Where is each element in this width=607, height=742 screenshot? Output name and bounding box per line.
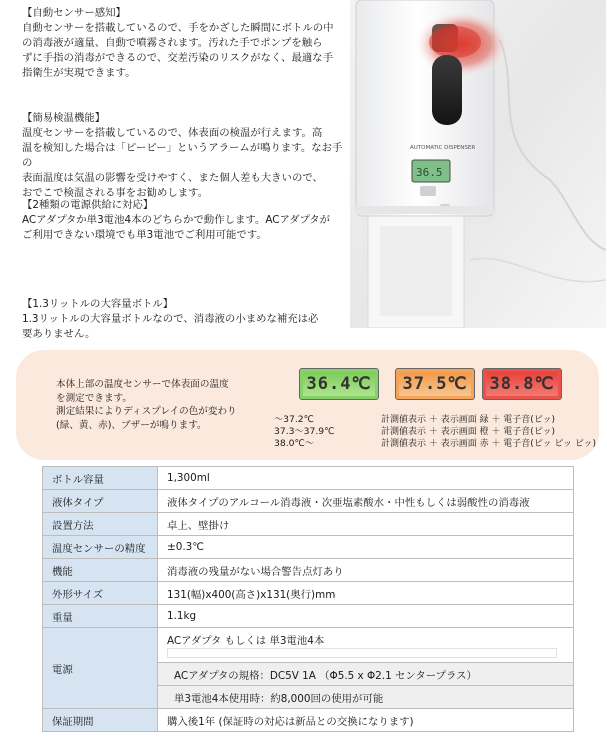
table-row — [43, 467, 574, 490]
power-divider — [167, 648, 557, 658]
spec-value: ±0.3℃ — [158, 536, 574, 559]
spec-value: 1,300ml — [158, 467, 574, 490]
range-orange: 37.3～37.9℃ — [274, 426, 335, 437]
feature-title: 【1.3リットルの大容量ボトル】 — [22, 298, 174, 310]
table-row — [43, 490, 574, 513]
feature-body: 温度センサーを搭載しているので、体表面の検温が行えます。高 温を検知した場合は「ピーピー」というアラームが鳴ります。なお手の 表面温度は気温の影響を受けやすく、また個人差も大きいので、 おでこで検温される事をお勧めします。 — [22, 127, 343, 199]
spec-value: 1.1kg — [158, 605, 574, 628]
range-green: ～37.2℃ — [274, 414, 314, 425]
product-image — [350, 0, 606, 328]
spec-value: 液体タイプのアルコール消毒液・次亜塩素酸水・中性もしくは弱酸性の消毒液 — [158, 490, 574, 513]
range-red: 38.0℃～ — [274, 438, 314, 449]
spec-value: 卓上、壁掛け — [158, 513, 574, 536]
spec-label: ボトル容量 — [43, 467, 158, 490]
feature-body: 1.3リットルの大容量ボトルなので、消毒液の小まめな補充は必 要ありません。 — [22, 313, 319, 340]
lcd-reading: 38.8℃ — [486, 372, 558, 396]
spec-table — [42, 466, 574, 732]
feature-temperature — [22, 111, 352, 201]
table-row — [43, 559, 574, 582]
spec-label: 液体タイプ — [43, 490, 158, 513]
lcd-reading: 37.5℃ — [399, 372, 471, 396]
spec-value: 購入後1年 (保証時の対応は新品との交換になります) — [158, 709, 574, 732]
spec-label-power: 電源 — [43, 628, 158, 709]
dispenser-illustration — [350, 0, 606, 328]
feature-body: ACアダプタか単3電池4本のどちらかで動作します。ACアダプタが ご利用できない環境でも単3電池でご利用可能です。 — [22, 214, 330, 241]
range-red-desc: 計測値表示 ＋ 表示画面 赤 ＋ 電子音(ピッ ピッ ピッ) — [381, 439, 596, 449]
range-orange-desc: 計測値表示 ＋ 表示画面 橙 ＋ 電子音(ピッ) — [381, 427, 555, 437]
svg-text:36.5: 36.5 — [416, 166, 443, 179]
spec-label: 保証期間 — [43, 709, 158, 732]
feature-title: 【2種類の電源供給に対応】 — [22, 199, 154, 211]
lcd-display-orange — [395, 368, 475, 400]
lcd-display-red — [482, 368, 562, 400]
spec-value: 131(幅)x400(高さ)x131(奥行)mm — [158, 582, 574, 605]
spec-label: 機能 — [43, 559, 158, 582]
spec-label: 設置方法 — [43, 513, 158, 536]
power-line-2: ACアダプタの規格：DC5V 1A （Φ5.5 x Φ2.1 センタープラス） — [158, 663, 574, 686]
power-line-3: 単3電池4本使用時：約8,000回の使用が可能 — [158, 686, 574, 709]
lcd-reading: 36.4℃ — [303, 372, 375, 396]
spec-label: 温度センサーの精度 — [43, 536, 158, 559]
temperature-description: 本体上部の温度センサーで体表面の温度 を測定できます。 測定結果によりディスプレイの色が変わり (緑、黄、赤)、ブザーが鳴ります。 — [56, 379, 237, 431]
power-source — [158, 628, 574, 663]
lcd-display-green — [299, 368, 379, 400]
table-row — [43, 513, 574, 536]
range-green-desc: 計測値表示 ＋ 表示画面 緑 ＋ 電子音(ピッ) — [381, 415, 555, 425]
dispenser-label-text: AUTOMATIC DISPENSER — [410, 145, 476, 151]
feature-power — [22, 198, 352, 243]
power-line-1: ACアダプタ もしくは 単3電池4本 — [167, 635, 325, 647]
table-row — [43, 709, 574, 732]
spec-label: 重量 — [43, 605, 158, 628]
spec-label: 外形サイズ — [43, 582, 158, 605]
table-row — [43, 536, 574, 559]
feature-auto-sensor — [22, 6, 352, 81]
spec-value: 消毒液の残量がない場合警告点灯あり — [158, 559, 574, 582]
temperature-panel — [16, 350, 599, 460]
feature-body: 自動センサーを搭載しているので、手をかざした瞬間にボトルの中 の消毒液が適量、自動で噴霧されます。汚れた手でポンプを触ら ずに手指の消毒ができるので、交差汚染のリスクがなく、最適な手 指衛生が実現できます。 — [22, 22, 334, 79]
table-row — [43, 582, 574, 605]
feature-title: 【簡易検温機能】 — [22, 112, 106, 124]
table-row — [43, 605, 574, 628]
feature-title: 【自動センサー感知】 — [22, 7, 126, 19]
feature-bottle — [22, 297, 352, 342]
table-row-power — [43, 628, 574, 663]
